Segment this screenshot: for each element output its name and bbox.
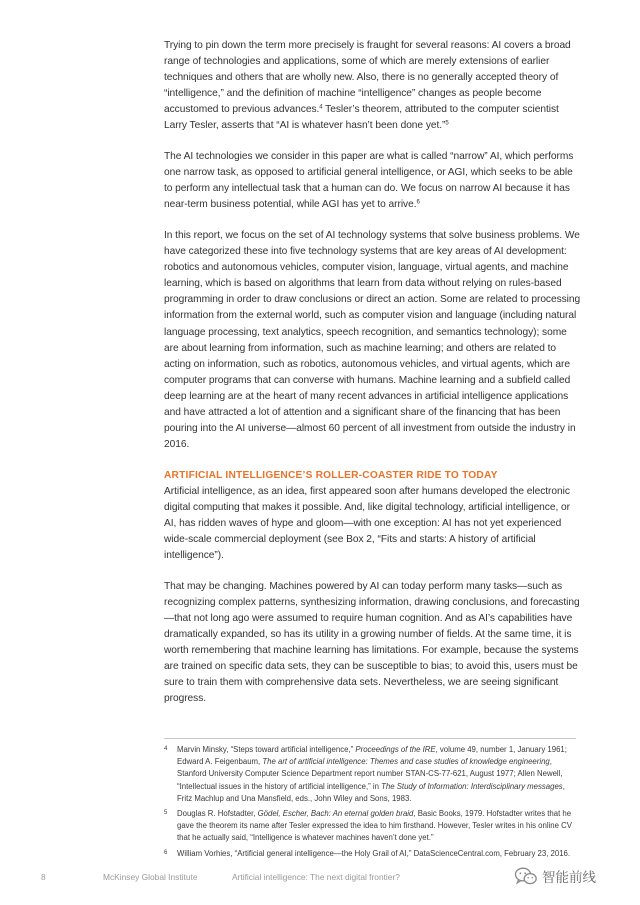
footnote-divider xyxy=(164,738,576,739)
footnote-5: 5 Douglas R. Hofstadter, Gödel, Escher, Bach: An eternal golden braid, Basic Books, 1979. Hofstadter writes that he gave the theorem its name after Tesler expressed the idea to him firsthand. However, Tesler writes in his online CV that he actually said, “Intelligence is whatever machines haven’t done yet.” xyxy=(164,809,572,843)
paragraph-4: Artificial intelligence, as an idea, first appeared soon after humans developed the electronic digital computing that makes it possible. And, like digital technology, artificial intelligence, or AI, has ridden waves of hype and gloom—with one exception: AI has not yet experienced wide-scale commercial deployment (see Box 2, “Fits and starts: A history of artificial intelligence”). xyxy=(164,485,570,562)
footnote-ref-5[interactable]: 5 xyxy=(445,120,449,127)
wechat-watermark xyxy=(514,864,596,888)
footnote-4: 4 Marvin Minsky, “Steps toward artificial intelligence,” Proceedings of the IRE, volume 49, number 1, January 1961; Edward A. Feigenbaum, The art of artificial intelligence: Themes and case studies of knowledge engineering, Stanford University Computer Science Department report number STAN-CS-77-621, August 1977; Allen Newell, “Intellectual issues in the history of artificial intelligence,” in The Study of Information: Interdisciplinary messages, Fritz Machlup and Una Mansfield, eds., John Wiley and Sons, 1983. xyxy=(164,745,567,803)
footnote-ref-4[interactable]: 4 xyxy=(319,104,323,111)
article-body xyxy=(164,38,582,722)
footnote-number: 6 xyxy=(164,849,168,856)
paragraph-1: Trying to pin down the term more precisely is fraught for several reasons: AI covers a broad range of technologies and applications, some of which are merely extensions of earlier techniques and others that are wholly new. Also, there is no generally accepted theory of “intelligence,” and the definition of machine “intelligence” changes as people become accustomed to previous advances.$^4$ Tesler’s theorem, attributed to the computer scientist Larry Tesler, asserts that “AI is whatever hasn’t been done yet.”$^5$ xyxy=(164,40,571,132)
wechat-icon xyxy=(514,866,538,886)
footnotes xyxy=(164,744,576,863)
publisher-name: McKinsey Global Institute xyxy=(103,872,198,882)
footnote-6: 6 William Vorhies, “Artificial general intelligence—the Holy Grail of AI,” DataScienceCentral.com, February 23, 2016. xyxy=(164,848,571,858)
paragraph-3: In this report, we focus on the set of AI technology systems that solve business problems. We have categorized these into five technology systems that are key areas of AI development: robotics and autonomous vehicles, computer vision, language, virtual agents, and machine learning, which is based on algorithms that learn from data without relying on rules-based programming in order to draw conclusions or direct an action. Some are related to processing information from the external world, such as computer vision and language (including natural language processing, text analytics, speech recognition, and semantics technology); some are about learning from information, such as machine learning; and others are related to acting on information, such as robotics, autonomous vehicles, and virtual agents, which are computer programs that can converse with humans. Machine learning and a subfield called deep learning are at the heart of many recent advances in artificial intelligence applications and have attracted a lot of attention and a significant share of the financing that has been pouring into the AI universe—almost 60 percent of all investment from outside the industry in 2016. xyxy=(164,229,581,451)
footnote-ref-6[interactable]: 6 xyxy=(416,199,420,206)
paragraph-5: That may be changing. Machines powered by AI can today perform many tasks—such as recognizing complex patterns, synthesizing information, drawing conclusions, and forecasting—that not long ago were assumed to require human cognition. And as AI’s capabilities have dramatically expanded, so has its utility in a growing number of fields. At the same time, it is worth remembering that machine learning has limitations. For example, because the systems are trained on specific data sets, they can be susceptible to bias; to avoid this, users must be sure to train them with comprehensive data sets. Nevertheless, we are seeing significant progress. xyxy=(164,580,580,705)
footnote-number: 5 xyxy=(164,810,168,817)
watermark-text: 智能前线 xyxy=(542,870,596,886)
footnote-number: 4 xyxy=(164,746,168,752)
page-number: 8 xyxy=(41,872,46,882)
report-title: Artificial intelligence: The next digital frontier? xyxy=(232,872,400,882)
section-heading: ARTIFICIAL INTELLIGENCE’S ROLLER-COASTER RIDE TO TODAY xyxy=(164,469,498,481)
paragraph-2: The AI technologies we consider in this paper are what is called “narrow” AI, which performs one narrow task, as opposed to artificial general intelligence, or AGI, which seeks to be able to perform any intellectual task that a human can do. We focus on narrow AI because it has near-term business potential, while AGI has yet to arrive.$^6$ xyxy=(164,151,574,211)
